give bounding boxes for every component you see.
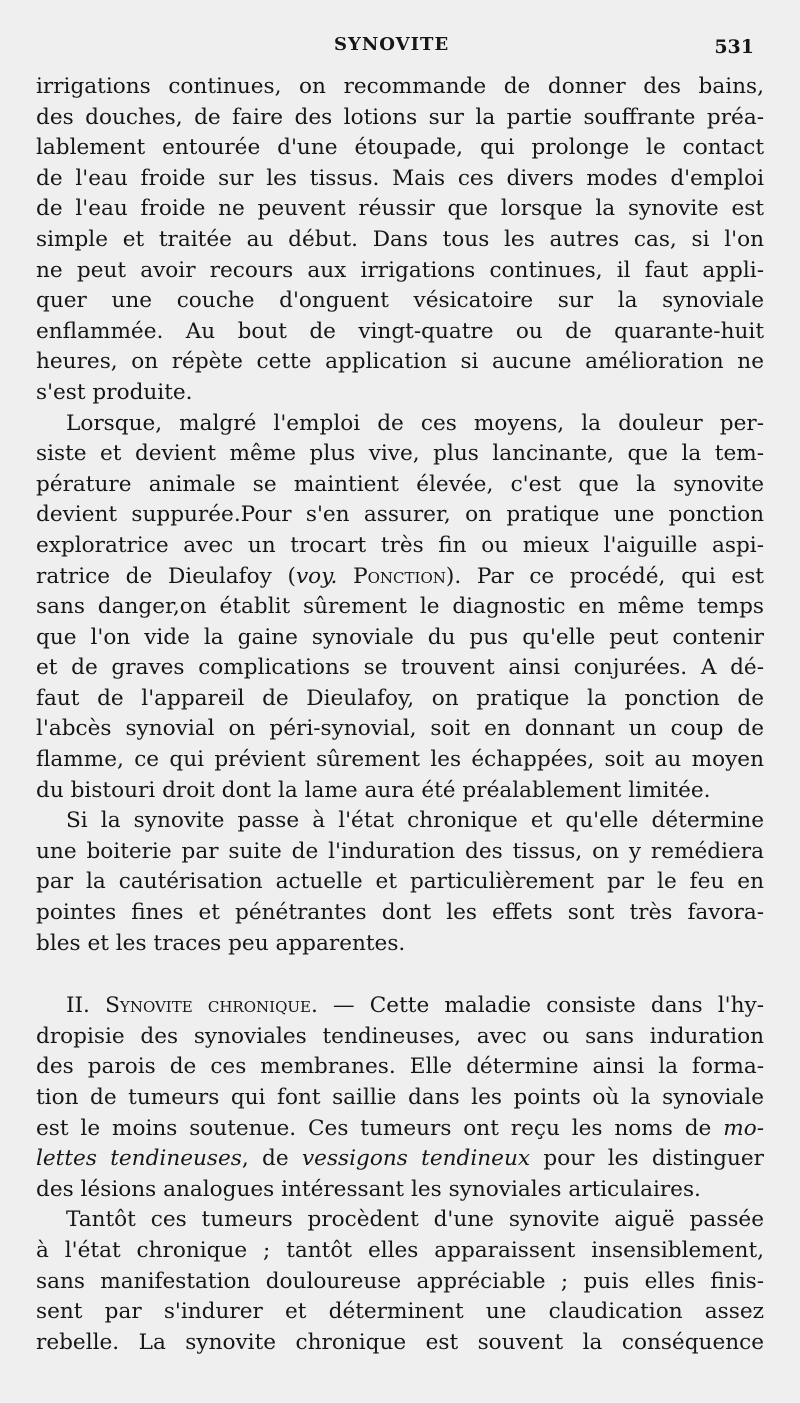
- cross-reference: Ponction: [353, 563, 446, 589]
- text-line: l'abcès synovial on péri-synovial, soit en donnant un coup de: [36, 716, 764, 742]
- text-line: lablement entourée d'une étoupade, qui prolonge le contact: [36, 135, 764, 161]
- text-line: faut de l'appareil de Dieulafoy, on pratique la ponction de: [36, 685, 764, 711]
- text-line: pérature animale se maintient élevée, c'est que la synovite: [36, 471, 764, 497]
- text-line: enflammée. Au bout de vingt-quatre ou de quarante-huit: [36, 318, 764, 344]
- italic-run: voy.: [295, 563, 338, 589]
- text-line: sans manifestation douloureuse appréciable ; puis elles finis-: [36, 1268, 764, 1294]
- text-run: [337, 564, 353, 589]
- page-body: [36, 72, 764, 1358]
- text-line: des lésions analogues intéressant les synoviales articulaires.: [36, 1176, 701, 1202]
- text-line-ponction: [36, 562, 764, 593]
- paragraph-2: [36, 409, 764, 807]
- italic-run: vessigons tendineux: [301, 1146, 531, 1172]
- text-run: —: [317, 993, 370, 1019]
- text-run: Cette maladie consiste dans l'hy-: [369, 993, 764, 1019]
- text-line: exploratrice avec un trocart très fin ou mieux l'aiguille aspi-: [36, 532, 764, 558]
- italic-run: lettes tendineuses: [36, 1146, 242, 1172]
- text-line: devient suppurée.Pour s'en assurer, on pratique une ponction: [36, 502, 764, 528]
- text-line: bles et les traces peu apparentes.: [36, 930, 406, 956]
- section-number: II.: [66, 993, 90, 1019]
- text-line: à l'état chronique ; tantôt elles apparaissent insensiblement,: [36, 1237, 764, 1263]
- text-line: une boiterie par suite de l'induration des tissus, on y remédiera: [36, 838, 764, 864]
- text-line: que l'on vide la gaine synoviale du pus qu'elle peut contenir: [36, 624, 764, 650]
- text-line: s'est produite.: [36, 379, 193, 405]
- text-line: ne peut avoir recours aux irrigations continues, il faut appli-: [36, 257, 764, 283]
- paragraph-1: [36, 72, 764, 409]
- text-line: [36, 1144, 764, 1175]
- text-line: de l'eau froide ne peuvent réussir que lorsque la synovite est: [36, 196, 764, 222]
- text-line: des douches, de faire des lotions sur la partie souffrante préa-: [36, 104, 764, 130]
- text-line: [36, 1114, 764, 1145]
- text-run: ratrice de Dieulafoy (: [36, 563, 296, 589]
- text-line: Si la synovite passe à l'état chronique et qu'elle détermine: [66, 808, 764, 834]
- text-line: rebelle. La synovite chronique est souvent la conséquence: [36, 1329, 764, 1355]
- running-head: [0, 34, 800, 58]
- text-line: du bistouri droit dont la lame aura été préalablement limitée.: [36, 777, 711, 803]
- text-line: Tantôt ces tumeurs procèdent d'une synovite aiguë passée: [66, 1207, 764, 1233]
- text-line: sent par s'indurer et déterminent une claudication assez: [36, 1299, 764, 1325]
- text-line: dropisie des synoviales tendineuses, avec ou sans induration: [36, 1023, 764, 1049]
- text-run: est le moins soutenue. Ces tumeurs ont reçu les noms de: [36, 1115, 724, 1141]
- text-line: pointes fines et pénétrantes dont les effets sont très favora-: [36, 900, 764, 926]
- page-number: 531: [714, 36, 754, 58]
- text-line: des parois de ces membranes. Elle détermine ainsi la forma-: [36, 1054, 764, 1080]
- text-line: heures, on répète cette application si aucune amélioration ne: [36, 349, 764, 375]
- section-gap: [36, 959, 764, 991]
- text-line: de l'eau froide sur les tissus. Mais ces divers modes d'emploi: [36, 165, 764, 191]
- running-title: SYNOVITE: [334, 34, 450, 55]
- section-synovite-chronique: [36, 991, 764, 1358]
- text-line: siste et devient même plus vive, plus lancinante, que la tem-: [36, 441, 764, 467]
- text-line: flamme, ce qui prévient sûrement les échappées, soit au moyen: [36, 747, 764, 773]
- text-line: sans danger,on établit sûrement le diagnostic en même temps: [36, 594, 764, 620]
- section-heading: Synovite chronique.: [105, 993, 318, 1019]
- text-run: pour les distinguer: [530, 1146, 764, 1172]
- text-run: ). Par ce procédé, qui est: [445, 563, 764, 589]
- text-line: irrigations continues, on recommande de donner des bains,: [36, 74, 764, 99]
- text-line: Lorsque, malgré l'emploi de ces moyens, la douleur per-: [66, 410, 764, 436]
- text-line: quer une couche d'onguent vésicatoire sur la synoviale: [36, 288, 764, 314]
- italic-run: mo-: [723, 1115, 764, 1141]
- text-line: et de graves complications se trouvent ainsi conjurées. A dé-: [36, 655, 764, 681]
- text-line: par la cautérisation actuelle et particulièrement par le feu en: [36, 869, 764, 895]
- text-run: , de: [241, 1146, 302, 1172]
- text-line: simple et traitée au début. Dans tous les autres cas, si l'on: [36, 226, 764, 252]
- text-line: tion de tumeurs qui font saillie dans les points où la synoviale: [36, 1085, 764, 1110]
- paragraph-3: [36, 806, 764, 959]
- section-heading-line: [36, 991, 764, 1022]
